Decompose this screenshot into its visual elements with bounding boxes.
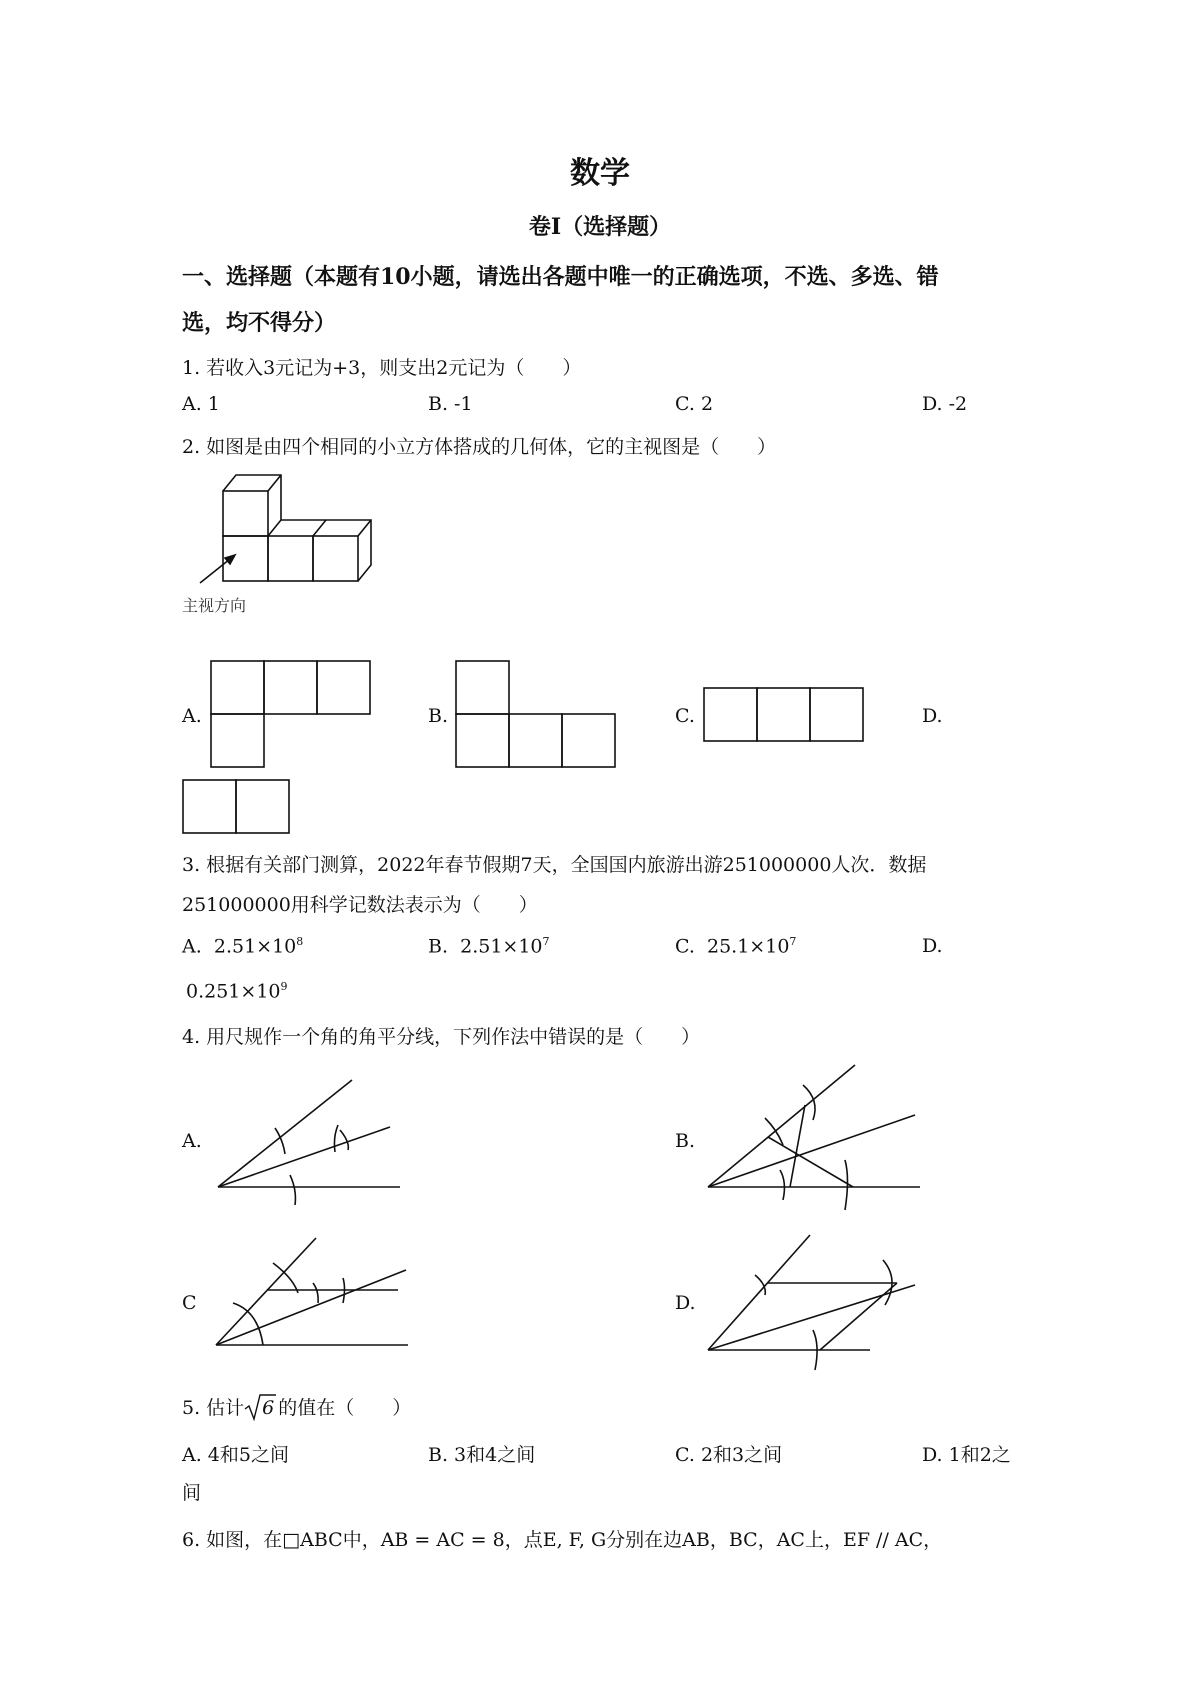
q2-option-d-figure — [182, 779, 292, 835]
q1-stem: 1. 若收入3元记为+3，则支出2元记为（ ） — [182, 357, 582, 379]
q3-option-b: B. $2.51\times 10^7$ — [428, 935, 550, 958]
q5-stem: 5. 估计 6 的值在（ ） — [182, 1393, 411, 1420]
q2-option-a-figure — [210, 660, 375, 770]
q2-view-direction-label: 主视方向 — [182, 596, 247, 615]
q4-option-a-figure — [215, 1070, 415, 1210]
q2-option-b-figure — [455, 660, 620, 770]
q4-stem: 4. 用尺规作一个角的角平分线，下列作法中错误的是（ ） — [182, 1026, 701, 1048]
q4-option-a: A. — [182, 1130, 202, 1152]
section-heading-line2: 选，均不得分） — [182, 310, 337, 336]
q5-option-c: C. 2和3之间 — [675, 1444, 783, 1466]
q5-option-a: A. 4和5之间 — [182, 1444, 289, 1466]
q3-stem-line2: 251000000用科学记数法表示为（ ） — [182, 894, 538, 916]
radical-sign-icon — [244, 1393, 276, 1423]
q6-stem: 6. 如图，在□ABC中，AB = AC = 8，点E, F, G分别在边AB，BC，AC上，EF // AC， — [182, 1529, 943, 1551]
q1-option-b: B. -1 — [428, 393, 473, 415]
q2-stem: 2. 如图是由四个相同的小立方体搭成的几何体，它的主视图是（ ） — [182, 436, 777, 458]
q5-option-d-wrap: 间 — [182, 1482, 202, 1504]
q4-option-b-figure — [705, 1060, 925, 1220]
q3-option-d-value: $0.251\times 10^9$ — [186, 980, 288, 1003]
q1-option-a: A. 1 — [182, 393, 220, 415]
q1-option-d: D. -2 — [922, 393, 968, 415]
q2-option-c-figure — [703, 687, 868, 743]
q2-option-d: D. — [922, 705, 943, 727]
q3-stem-line1: 3. 根据有关部门测算，2022年春节假期7天，全国国内旅游出游251000000人次．数据 — [182, 854, 927, 876]
q4-option-d-figure — [705, 1230, 925, 1370]
q5-option-b: B. 3和4之间 — [428, 1444, 536, 1466]
q5-option-d: D. 1和2之 — [922, 1444, 1011, 1466]
q2-cube-figure — [180, 465, 380, 595]
q2-option-c: C. — [675, 705, 695, 727]
q1-option-c: C. 2 — [675, 393, 714, 415]
q4-option-c-figure — [213, 1233, 413, 1363]
q2-option-a: A. — [182, 705, 202, 727]
section-heading-line1: 一、选择题（本题有10小题，请选出各题中唯一的正确选项，不选、多选、错 — [182, 264, 939, 290]
q2-option-b: B. — [428, 705, 449, 727]
q3-option-d-label: D. — [922, 935, 943, 957]
q4-option-b: B. — [675, 1130, 696, 1152]
q3-option-a: A. $2.51\times 10^8$ — [182, 935, 304, 958]
page-title: 数学 — [570, 156, 630, 191]
q4-option-c: C — [182, 1292, 197, 1314]
q4-option-d: D. — [675, 1292, 696, 1314]
q3-option-c: C. $25.1\times 10^7$ — [675, 935, 797, 958]
paper-subtitle: 卷Ⅰ（选择题） — [528, 214, 672, 240]
